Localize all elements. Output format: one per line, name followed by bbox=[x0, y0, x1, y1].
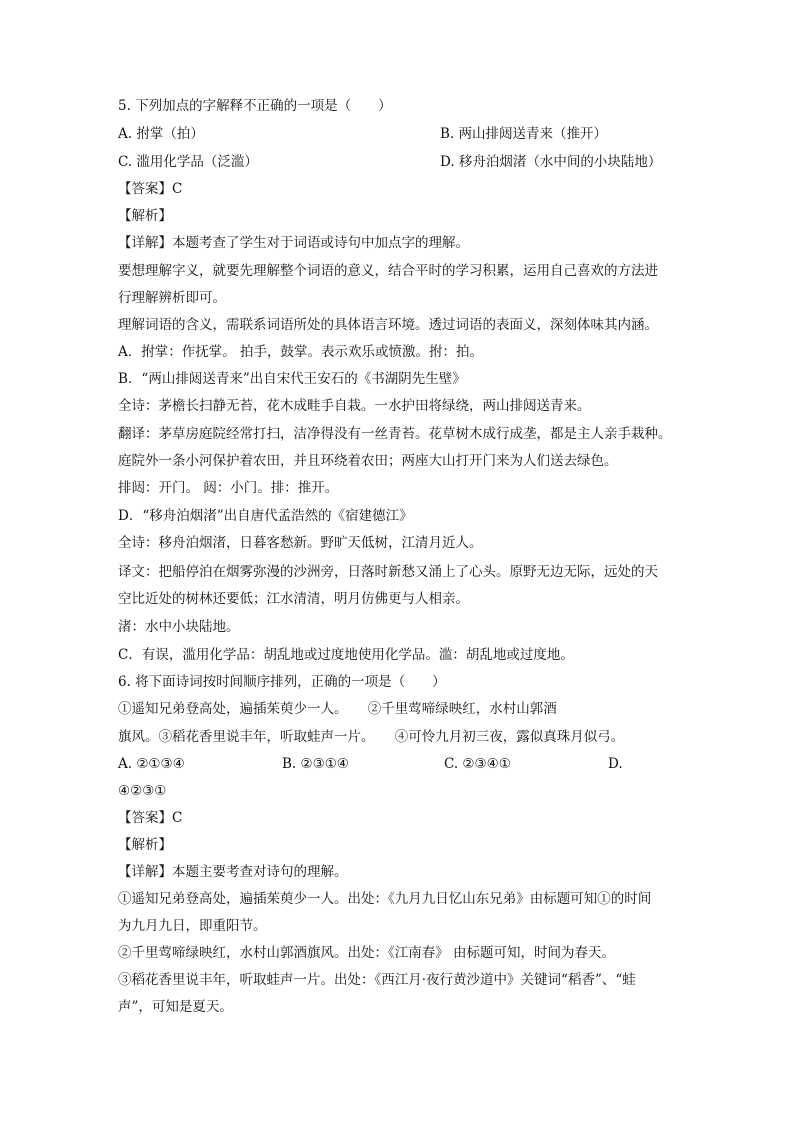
q5-analysis-line: 空比近处的树林还要低；江水清清，明月仿佛更与人相亲。 bbox=[118, 591, 469, 607]
q5-analysis-line: 全诗：移舟泊烟渚，日暮客愁新。野旷天低树，江清月近人。 bbox=[118, 535, 483, 551]
q5-analysis-line: D．“移舟泊烟渚”出自唐代孟浩然的《宿建德江》 bbox=[118, 508, 413, 524]
q6-analysis-line: 声”，可知是夏天。 bbox=[118, 999, 233, 1015]
q5-analysis-line: 翻译：茅草房庭院经常打扫，洁净得没有一丝青苔。花草树木成行成垄，都是主人亲手栽种。 bbox=[118, 426, 672, 442]
q5-analysis-line: C．有误，滥用化学品：胡乱地或过度地使用化学品。滥：胡乱地或过度地。 bbox=[118, 647, 574, 663]
q5-analysis-line: 要想理解字义，就要先理解整个词语的意义，结合平时的学习积累，运用自己喜欢的方法进 bbox=[118, 263, 658, 279]
q5-analysis-line: 渚：水中小块陆地。 bbox=[118, 619, 240, 635]
q6-option-a: A. ②①③④ bbox=[118, 756, 185, 772]
q6-stem: 6. 将下面诗词按时间顺序排列，正确的一项是（ ） bbox=[118, 674, 446, 690]
q6-analysis-line: 为九月九日，即重阳节。 bbox=[118, 918, 267, 934]
q5-analysis-title: 【解析】 bbox=[118, 208, 172, 224]
q6-analysis-title: 【解析】 bbox=[118, 837, 172, 853]
q5-answer: 【答案】C bbox=[118, 181, 183, 197]
q5-analysis-line: A．拊掌：作抚掌。 拍手，鼓掌。表示欢乐或愤激。拊：拍。 bbox=[118, 344, 484, 360]
q5-analysis-line: B．“两山排闼送青来”出自宋代王安石的《书湖阴先生壁》 bbox=[118, 371, 466, 387]
q5-analysis-line: 全诗：茅檐长扫静无苔，花木成畦手自栽。一水护田将绿绕，两山排闼送青来。 bbox=[118, 398, 591, 414]
q5-analysis-line: 行理解辨析即可。 bbox=[118, 290, 226, 306]
q6-option-b: B. ②③①④ bbox=[282, 756, 349, 772]
q5-analysis-line: 庭院外一条小河保护着农田，并且环绕着农田；两座大山打开门来为人们送去绿色。 bbox=[118, 453, 618, 469]
q5-stem: 5. 下列加点的字解释不正确的一项是（ ） bbox=[118, 98, 392, 114]
q5-analysis-line: 【详解】本题考查了学生对于词语或诗句中加点字的理解。 bbox=[118, 235, 469, 251]
q5-analysis-line: 译文：把船停泊在烟雾弥漫的沙洲旁，日落时新愁又涌上了心头。原野无边无际，远处的天 bbox=[118, 564, 658, 580]
q6-analysis-line: 【详解】本题主要考查对诗句的理解。 bbox=[118, 864, 348, 880]
q6-option-c: C. ②③④① bbox=[444, 756, 511, 772]
q6-analysis-line: ②千里莺啼绿映红，水村山郭酒旗风。出处：《江南春》 由标题可知，时间为春天。 bbox=[118, 945, 616, 961]
q6-poem-line: 旗风。③稻花香里说丰年，听取蛙声一片。 ④可怜九月初三夜，露似真珠月似弓。 bbox=[118, 729, 625, 745]
q6-answer: 【答案】C bbox=[118, 810, 183, 826]
q5-analysis-line: 理解词语的含义，需联系词语所处的具体语言环境。透过词语的表面义，深刻体味其内涵。 bbox=[118, 317, 658, 333]
q6-analysis-line: ③稻花香里说丰年，听取蛙声一片。出处：《西江月·夜行黄沙道中》关键词“稻香”、“蛙 bbox=[118, 972, 636, 988]
q5-option-c: C. 滥用化学品（泛滥） bbox=[118, 154, 258, 170]
q6-poem-line: ①遥知兄弟登高处，遍插茱萸少一人。 ②千里莺啼绿映红，水村山郭酒 bbox=[118, 701, 557, 717]
q6-analysis-line: ①遥知兄弟登高处，遍插茱萸少一人。出处：《九月九日忆山东兄弟》由标题可知①的时间 bbox=[118, 891, 652, 907]
q5-option-a: A. 拊掌（拍） bbox=[118, 126, 204, 142]
q6-option-d-continued: ④②③① bbox=[118, 783, 167, 799]
q5-option-d: D. 移舟泊烟渚（水中间的小块陆地） bbox=[440, 154, 662, 170]
q5-option-b: B. 两山排闼送青来（推开） bbox=[440, 126, 608, 142]
q5-analysis-line: 排闼：开门。 闼：小门。排：推开。 bbox=[118, 480, 339, 496]
q6-option-d: D. bbox=[608, 756, 623, 772]
